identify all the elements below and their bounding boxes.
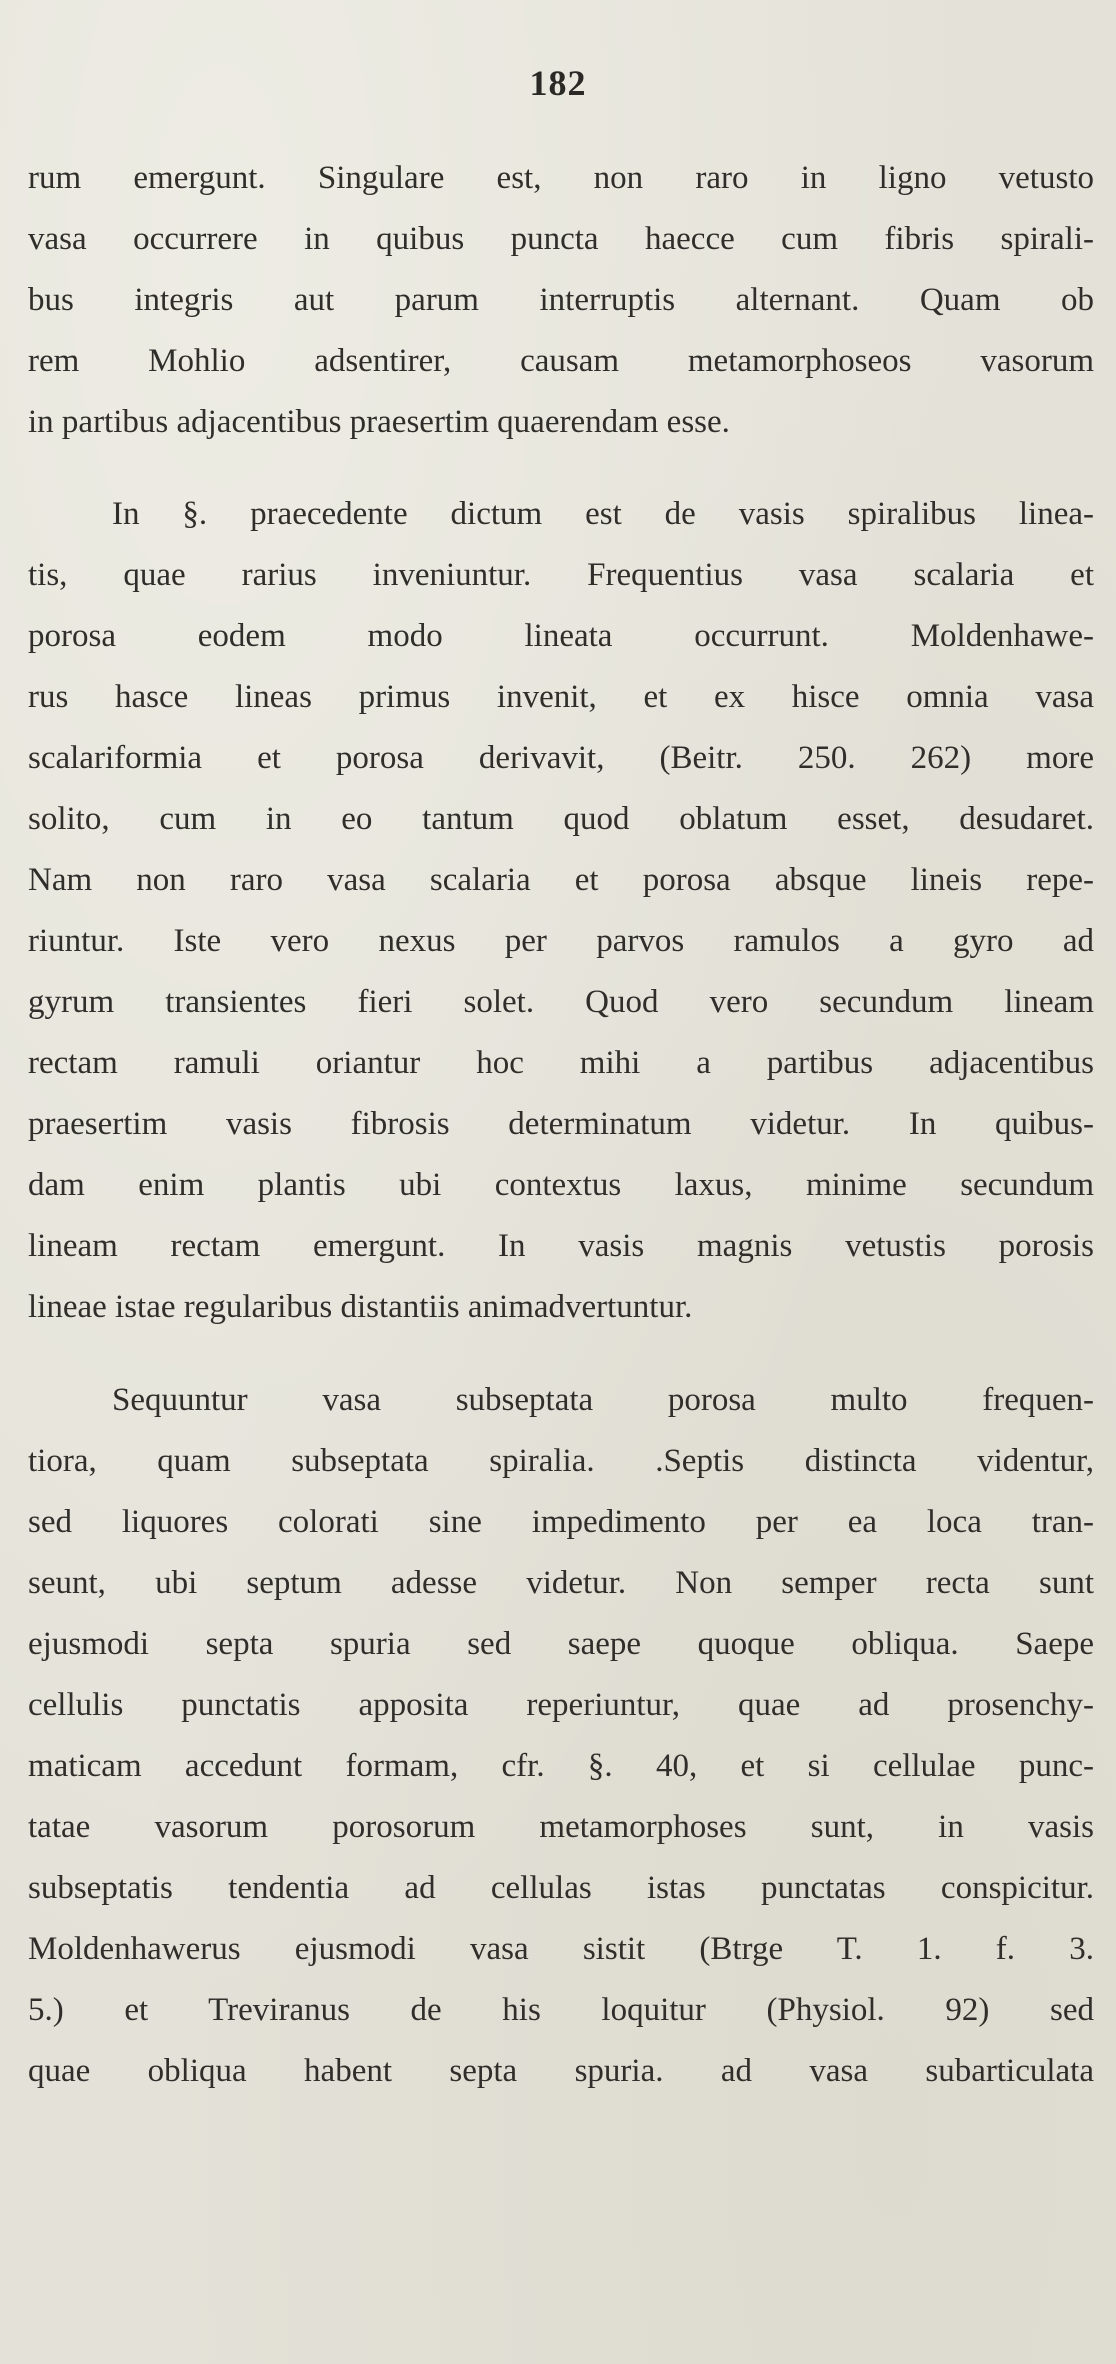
text-line: Nam non raro vasa scalaria et porosa absque lineis repe- <box>28 862 1094 898</box>
text-line: lineam rectam emergunt. In vasis magnis vetustis porosis <box>28 1228 1094 1264</box>
text-line: lineae istae regularibus distantiis animadvertuntur. <box>28 1289 693 1325</box>
text-line: tiora, quam subseptata spiralia. .Septis distincta videntur, <box>28 1443 1094 1479</box>
text-line: 5.) et Treviranus de his loquitur (Physiol. 92) sed <box>28 1992 1094 2028</box>
text-line: cellulis punctatis apposita reperiuntur, quae ad prosenchy- <box>28 1687 1094 1723</box>
text-line: porosa eodem modo lineata occurrunt. Moldenhawe- <box>28 618 1094 654</box>
text-line: scalariformia et porosa derivavit, (Beitr. 250. 262) more <box>28 740 1094 776</box>
text-line: rectam ramuli oriantur hoc mihi a partibus adjacentibus <box>28 1045 1094 1081</box>
paragraph <box>28 148 1094 453</box>
text-line: ejusmodi septa spuria sed saepe quoque obliqua. Saepe <box>28 1626 1094 1662</box>
text-line: quae obliqua habent septa spuria. ad vasa subarticulata <box>28 2053 1094 2089</box>
text-line: tatae vasorum porosorum metamorphoses sunt, in vasis <box>28 1809 1094 1845</box>
text-line: tis, quae rarius inveniuntur. Frequentius vasa scalaria et <box>28 557 1094 593</box>
text-line: Sequuntur vasa subseptata porosa multo frequen- <box>112 1382 1094 1418</box>
text-line: rem Mohlio adsentirer, causam metamorphoseos vasorum <box>28 343 1094 379</box>
text-line: riuntur. Iste vero nexus per parvos ramulos a gyro ad <box>28 923 1094 959</box>
text-line: rus hasce lineas primus invenit, et ex hisce omnia vasa <box>28 679 1094 715</box>
paragraph <box>28 1370 1094 2102</box>
text-line: Moldenhawerus ejusmodi vasa sistit (Btrge T. 1. f. 3. <box>28 1931 1094 1967</box>
text-line: dam enim plantis ubi contextus laxus, minime secundum <box>28 1167 1094 1203</box>
text-line: vasa occurrere in quibus puncta haecce cum fibris spirali- <box>28 221 1094 257</box>
paragraph <box>28 484 1094 1338</box>
text-line: in partibus adjacentibus praesertim quaerendam esse. <box>28 404 730 440</box>
text-line: praesertim vasis fibrosis determinatum videtur. In quibus- <box>28 1106 1094 1142</box>
text-line: subseptatis tendentia ad cellulas istas punctatas conspicitur. <box>28 1870 1094 1906</box>
text-line: bus integris aut parum interruptis alternant. Quam ob <box>28 282 1094 318</box>
page-number: 182 <box>529 63 587 103</box>
text-line: rum emergunt. Singulare est, non raro in ligno vetusto <box>28 160 1094 196</box>
text-line: seunt, ubi septum adesse videtur. Non semper recta sunt <box>28 1565 1094 1601</box>
text-line: In §. praecedente dictum est de vasis spiralibus linea- <box>112 496 1094 532</box>
text-line: gyrum transientes fieri solet. Quod vero secundum lineam <box>28 984 1094 1020</box>
text-line: solito, cum in eo tantum quod oblatum esset, desudaret. <box>28 801 1094 837</box>
text-line: maticam accedunt formam, cfr. §. 40, et si cellulae punc- <box>28 1748 1094 1784</box>
text-line: sed liquores colorati sine impedimento per ea loca tran- <box>28 1504 1094 1540</box>
